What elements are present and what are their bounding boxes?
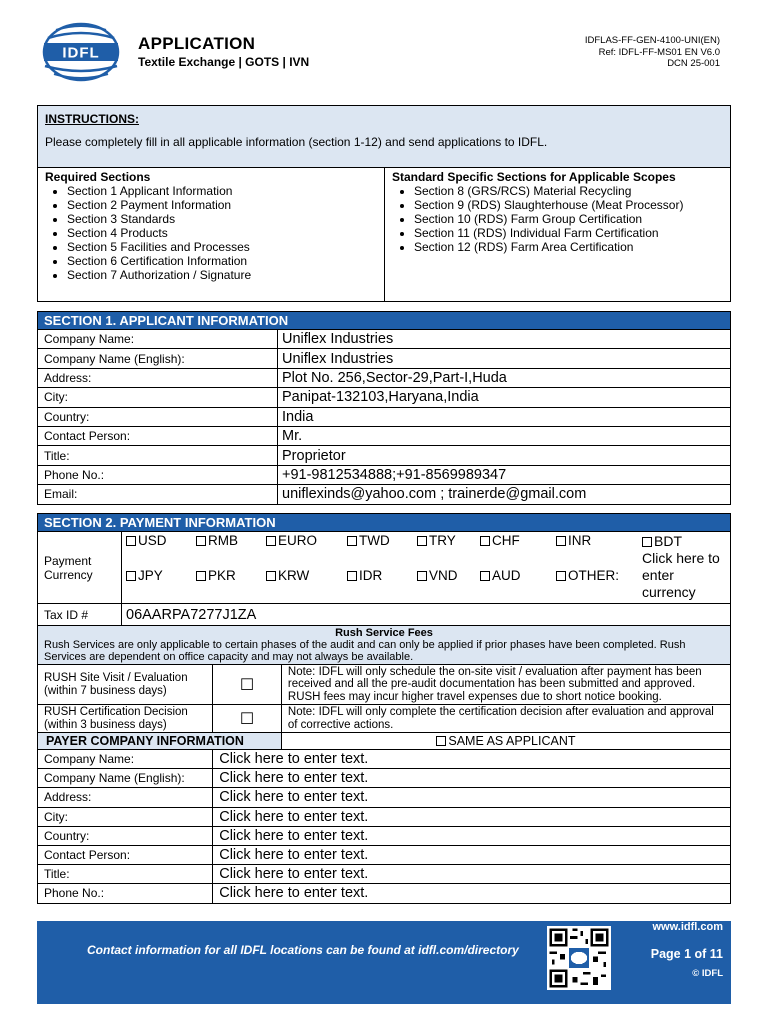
page-footer [37, 921, 731, 1004]
payer-contact-person-field[interactable]: Click here to enter text. [213, 845, 731, 864]
tax-id-field[interactable]: 06AARPA7277J1ZA [122, 604, 731, 626]
field-label: Phone No.: [38, 465, 278, 484]
currency-option-inr[interactable]: INR [556, 533, 642, 548]
rush-decision-note: Note: IDFL will only complete the certification decision after evaluation and approval of corrective actions. [281, 705, 730, 733]
checkbox-icon [556, 536, 566, 546]
currency-option-vnd[interactable]: VND [417, 568, 480, 583]
table-row [38, 388, 731, 407]
checkbox-icon [556, 571, 566, 581]
same-as-applicant-label: SAME AS APPLICANT [448, 734, 576, 748]
table-row [38, 845, 731, 864]
field-label: Address: [38, 368, 278, 387]
payer-city-field[interactable]: Click here to enter text. [213, 807, 731, 826]
checkbox-icon [480, 571, 490, 581]
checkbox-icon [266, 571, 276, 581]
company-name-english-field[interactable]: Uniflex Industries [278, 349, 731, 368]
payer-title-field[interactable]: Click here to enter text. [213, 865, 731, 884]
footer-website-link[interactable]: www.idfl.com [652, 921, 723, 933]
checkbox-icon [266, 536, 276, 546]
rush-site-visit-note: Note: IDFL will only schedule the on-site visit / evaluation after payment has been received and all the pre-audit documentation has been submitted and approved. RUSH fees may incur higher travel expenses due to short notice booking. [281, 665, 730, 705]
page-subtitle: Textile Exchange | GOTS | IVN [138, 55, 310, 69]
table-row [38, 465, 731, 484]
section2-title: SECTION 2. PAYMENT INFORMATION [38, 514, 731, 532]
address-field[interactable]: Plot No. 256,Sector-29,Part-I,Huda [278, 368, 731, 387]
list-item: • Section 4 Products [67, 226, 377, 240]
currency-option-try[interactable]: TRY [417, 533, 480, 548]
table-row [38, 426, 731, 445]
list-item: • Section 6 Certification Information [67, 254, 377, 268]
doc-dcn: DCN 25-001 [667, 58, 720, 69]
currency-option-other[interactable]: OTHER: [556, 568, 642, 583]
field-label: Email: [38, 485, 278, 504]
field-label: Country: [38, 407, 278, 426]
idfl-logo [42, 22, 120, 82]
same-as-applicant-option[interactable] [281, 733, 730, 750]
list-item: • Section 5 Facilities and Processes [67, 240, 377, 254]
instructions-box [37, 105, 731, 302]
checkbox-icon [126, 536, 136, 546]
checkbox-icon [196, 536, 206, 546]
rush-decision-checkbox[interactable]: ☐ [213, 705, 282, 733]
checkbox-icon [480, 536, 490, 546]
table-row [38, 884, 731, 903]
field-label: City: [38, 388, 278, 407]
rush-decision-label: RUSH Certification Decision (within 3 business days) [38, 705, 213, 733]
required-sections [38, 168, 384, 301]
section1-title: SECTION 1. APPLICANT INFORMATION [38, 312, 731, 330]
table-row [38, 807, 731, 826]
phone-field[interactable]: +91-9812534888;+91-8569989347 [278, 465, 731, 484]
list-item: • Section 2 Payment Information [67, 198, 377, 212]
currency-option-euro[interactable]: EURO [266, 533, 347, 548]
email-field[interactable]: uniflexinds@yahoo.com ; trainerde@gmail.com [278, 485, 731, 504]
currency-option-jpy[interactable]: JPY [126, 568, 196, 583]
checkbox-icon [196, 571, 206, 581]
payer-phone-field[interactable]: Click here to enter text. [213, 884, 731, 903]
currency-option-aud[interactable]: AUD [480, 568, 556, 583]
checkbox-icon [126, 571, 136, 581]
table-row [38, 349, 731, 368]
table-row [38, 368, 731, 387]
standard-heading: Standard Specific Sections for Applicable Scopes [392, 170, 676, 184]
currency-option-twd[interactable]: TWD [347, 533, 417, 548]
field-label: Title: [38, 446, 278, 465]
standard-sections [384, 168, 730, 301]
payer-company-name-english-field[interactable]: Click here to enter text. [213, 769, 731, 788]
currency-option-rmb[interactable]: RMB [196, 533, 266, 548]
other-currency-input[interactable]: Click here to enter currency [642, 550, 720, 600]
footer-copyright: © IDFL [692, 968, 723, 979]
field-label: Title: [38, 865, 213, 884]
field-label: Address: [38, 788, 213, 807]
doc-ref: Ref: IDFL-FF-MS01 EN V6.0 [598, 46, 720, 58]
checkbox-icon [347, 536, 357, 546]
table-row [38, 788, 731, 807]
checkbox-icon [417, 571, 427, 581]
city-field[interactable]: Panipat-132103,Haryana,India [278, 388, 731, 407]
field-label: Company Name (English): [38, 349, 278, 368]
document-reference [585, 35, 720, 70]
doc-id: IDFLAS-FF-GEN-4100-UNI(EN) [584, 35, 720, 46]
field-label: Phone No.: [38, 884, 213, 903]
currency-option-krw[interactable]: KRW [266, 568, 347, 583]
checkbox-icon [642, 537, 652, 547]
applicant-information-table [37, 311, 731, 505]
table-row [38, 485, 731, 504]
payer-company-name-field[interactable]: Click here to enter text. [213, 750, 731, 769]
country-field[interactable]: India [278, 407, 731, 426]
checkbox-icon [436, 736, 446, 746]
required-heading: Required Sections [45, 170, 151, 184]
currency-option-idr[interactable]: IDR [347, 568, 417, 583]
table-row [38, 407, 731, 426]
rush-site-visit-label: RUSH Site Visit / Evaluation (within 7 business days) [38, 665, 213, 705]
list-item: • Section 11 (RDS) Individual Farm Certification [414, 226, 723, 240]
page-header [0, 0, 768, 100]
table-row [38, 330, 731, 349]
field-label: Country: [38, 826, 213, 845]
logo-text: IDFL [62, 44, 100, 62]
rush-text: Rush Services are only applicable to certain phases of the audit and can only be applied if prior phases have been completed. Rush Services are dependent on office capacity and may not always be available. [44, 639, 686, 663]
title-field[interactable]: Proprietor [278, 446, 731, 465]
field-label: Company Name: [38, 750, 213, 769]
field-label: Company Name (English): [38, 769, 213, 788]
field-label: City: [38, 807, 213, 826]
page-number: Page 1 of 11 [650, 947, 723, 961]
rush-site-visit-checkbox[interactable]: ☐ [213, 665, 282, 705]
payer-company-heading: PAYER COMPANY INFORMATION [38, 733, 282, 750]
table-row [38, 826, 731, 845]
footer-contact-text: Contact information for all IDFL locations can be found at idfl.com/directory [87, 943, 519, 957]
payment-currency-label: Payment Currency [38, 532, 122, 604]
table-row [38, 750, 731, 769]
payer-address-field[interactable]: Click here to enter text. [213, 788, 731, 807]
list-item: • Section 7 Authorization / Signature [67, 268, 377, 282]
field-label: Contact Person: [38, 426, 278, 445]
qr-code-icon [547, 926, 611, 990]
checkbox-icon [417, 536, 427, 546]
table-row [38, 865, 731, 884]
rush-service-info [38, 626, 731, 665]
currency-option-chf[interactable]: CHF [480, 533, 556, 548]
list-item: • Section 12 (RDS) Farm Area Certification [414, 240, 723, 254]
instructions-text: Please completely fill in all applicable information (section 1-12) and send applications to IDFL. [45, 135, 548, 149]
payment-information-table [37, 513, 731, 904]
rush-title: Rush Service Fees [335, 627, 433, 639]
currency-option-pkr[interactable]: PKR [196, 568, 266, 583]
field-label: Contact Person: [38, 845, 213, 864]
list-item: • Section 9 (RDS) Slaughterhouse (Meat Processor) [414, 198, 723, 212]
contact-person-field[interactable]: Mr. [278, 426, 731, 445]
instructions-heading: INSTRUCTIONS: [45, 112, 139, 126]
list-item: • Section 10 (RDS) Farm Group Certification [414, 212, 723, 226]
currency-option-usd[interactable]: USD [126, 533, 196, 548]
currency-other-cell [642, 532, 731, 604]
list-item: • Section 3 Standards [67, 212, 377, 226]
currency-options [122, 532, 643, 604]
payer-country-field[interactable]: Click here to enter text. [213, 826, 731, 845]
table-row [38, 769, 731, 788]
list-item: • Section 1 Applicant Information [67, 184, 377, 198]
list-item: • Section 8 (GRS/RCS) Material Recycling [414, 184, 723, 198]
currency-option-bdt[interactable]: BDT [642, 533, 724, 550]
checkbox-icon [347, 571, 357, 581]
page-title: APPLICATION [138, 34, 256, 53]
field-label: Company Name: [38, 330, 278, 349]
tax-id-label: Tax ID # [38, 604, 122, 626]
table-row [38, 446, 731, 465]
company-name-field[interactable]: Uniflex Industries [278, 330, 731, 349]
